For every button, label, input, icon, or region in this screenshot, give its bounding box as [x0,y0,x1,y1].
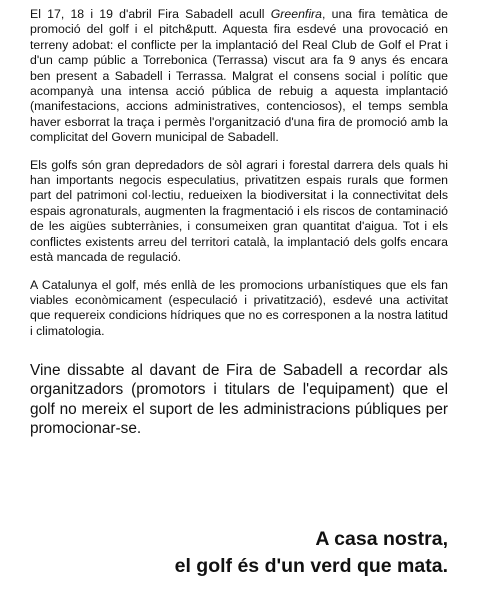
closing-slogan [175,526,448,580]
closing-line-2: el golf és d'un verd que mata. [174,555,448,577]
call-to-action: Vine dissabte al davant de Fira de Sabadell a recordar als organitzadors (promotors i titulars de l'equipament) que el golf no mereix el suport de les administracions públiques per promocionar-se. [30,362,448,437]
greenfira-emphasis: Greenfira [270,7,322,21]
catalunya-paragraph: A Catalunya el golf, més enllà de les promocions urbanístiques que els fan viables econòmicament (especulació i privatització), esdevé una activitat que requereix condicions hídriques que no es corresponen a la nostra latitud i climatologia. [30,277,448,338]
golf-impact-paragraph: Els golfs són gran depredadors de sòl agrari i forestal darrera dels quals hi han importants negocis especulatius, privatitzen espais rurals que formen part del patrimoni col·lectiu, redueixen la biodiversitat i la connectivitat dels espais agronaturals, augmenten la fragmentació i els riscos de contaminació de les aigües subterrànies, i consumeixen gran quantitat d'aigua. Tot i els conflictes existents arreu del territori català, la implantació dels golfs encara està mancada de regulació. [30,157,448,265]
intro-text-start: El 17, 18 i 19 d'abril Fira Sabadell acull [30,7,271,21]
intro-text-end: , una fira temàtica de promoció del golf i el pitch&putt. Aquesta fira esdevé una provocació en terreny adobat: el conflicte per la implantació del Real Club de Golf el Prat i d'un camp públic a Torrebonica (Terrassa) viscut ara fa 9 anys és encara ben present a Sabadell i Terrassa. Malgrat el consens social i polític que acompanyà una intensa acció pública de rebuig a aquesta implantació (manifestacions, accions administratives, contenciosos), el temps sembla haver esborrat la traça i permès l'organització d'una fira de promoció amb la complicitat del Govern municipal de Sabadell. [30,7,448,145]
closing-line-1: A casa nostra, [315,528,448,550]
article-body [30,7,448,438]
intro-paragraph [30,7,448,146]
